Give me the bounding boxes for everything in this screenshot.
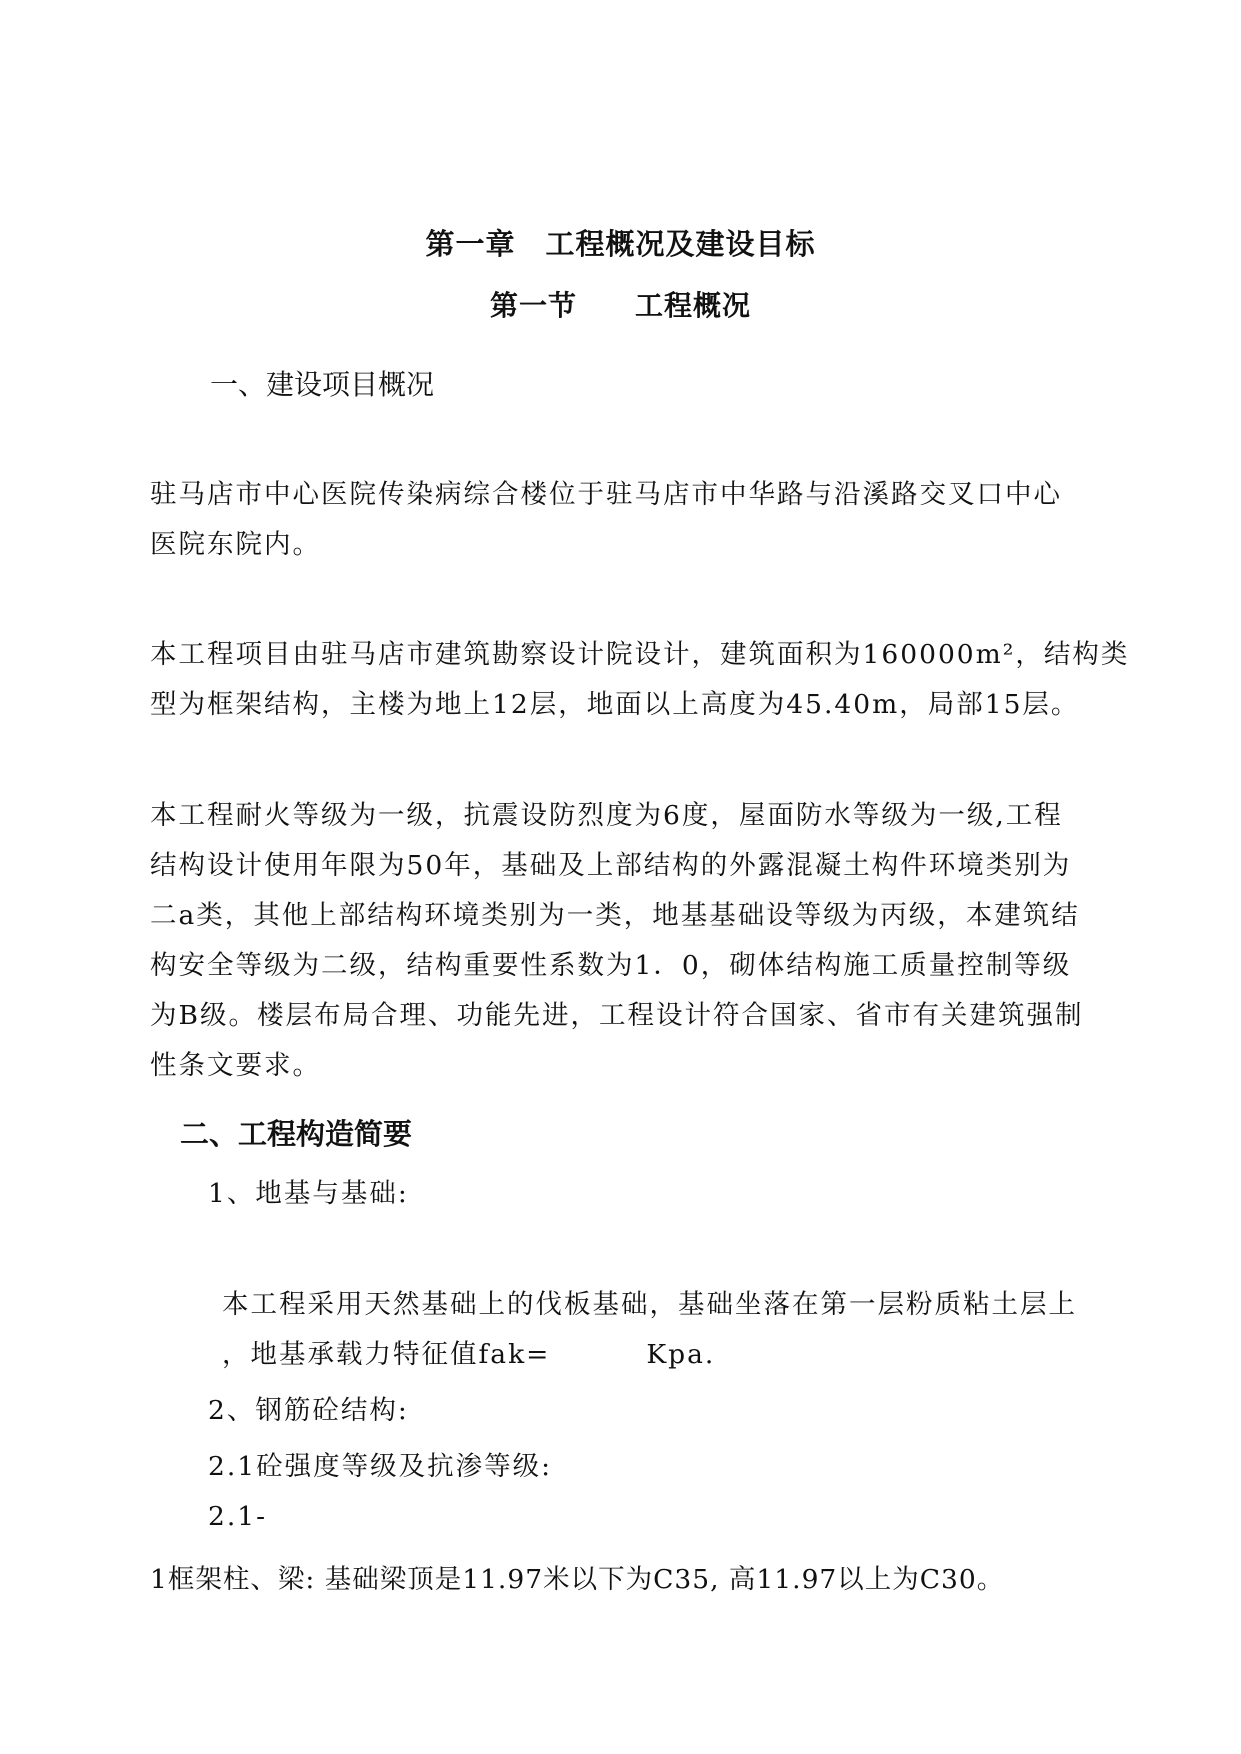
para-grade-line-5: 为B级。楼层布局合理、功能先进，工程设计符合国家、省市有关建筑强制 — [150, 1000, 1084, 1031]
para-grade-line-1: 本工程耐火等级为一级，抗震设防烈度为6度，屋面防水等级为一级,工程 — [150, 800, 1063, 831]
item-foundation: 1、地基与基础: — [208, 1178, 409, 1209]
para-location-line-2: 医院东院内。 — [150, 529, 321, 560]
bearing-capacity-unit: Kpa. — [646, 1339, 716, 1370]
para-foundation-line-2 — [222, 1332, 715, 1371]
para-design-line-1: 本工程项目由驻马店市建筑勘察设计院设计，建筑面积为160000m²，结构类 — [150, 639, 1130, 670]
para-grade-line-3: 二a类，其他上部结构环境类别为一类，地基基础设等级为丙级，本建筑结 — [150, 900, 1080, 931]
bearing-capacity-label: ，地基承载力特征值fak= — [222, 1339, 551, 1370]
item-concrete-grade: 2.1砼强度等级及抗渗等级: — [208, 1451, 553, 1482]
item-frame-columns-beams: 1框架柱、梁: 基础梁顶是11.97米以下为C35, 高11.97以上为C30。 — [150, 1564, 1005, 1595]
heading-project-overview: 一、建设项目概况 — [210, 368, 435, 401]
section-title: 第一节 工程概况 — [489, 289, 751, 322]
chapter-title: 第一章 工程概况及建设目标 — [425, 227, 816, 261]
para-grade-line-6: 性条文要求。 — [150, 1050, 321, 1081]
para-grade-line-4: 构安全等级为二级，结构重要性系数为1．0，砌体结构施工质量控制等级 — [150, 950, 1072, 981]
item-rc-structure: 2、钢筋砼结构: — [208, 1395, 409, 1426]
item-frame-number: 2.1- — [208, 1501, 268, 1532]
heading-structure-summary: 二、工程构造简要 — [180, 1117, 413, 1151]
para-design-line-2: 型为框架结构，主楼为地上12层，地面以上高度为45.40m，局部15层。 — [150, 689, 1080, 720]
para-location-line-1: 驻马店市中心医院传染病综合楼位于驻马店市中华路与沿溪路交叉口中心 — [150, 479, 1062, 510]
para-grade-line-2: 结构设计使用年限为50年，基础及上部结构的外露混凝土构件环境类别为 — [150, 850, 1072, 881]
para-foundation-line-1: 本工程采用天然基础上的伐板基础，基础坐落在第一层粉质粘土层上 — [222, 1289, 1077, 1320]
